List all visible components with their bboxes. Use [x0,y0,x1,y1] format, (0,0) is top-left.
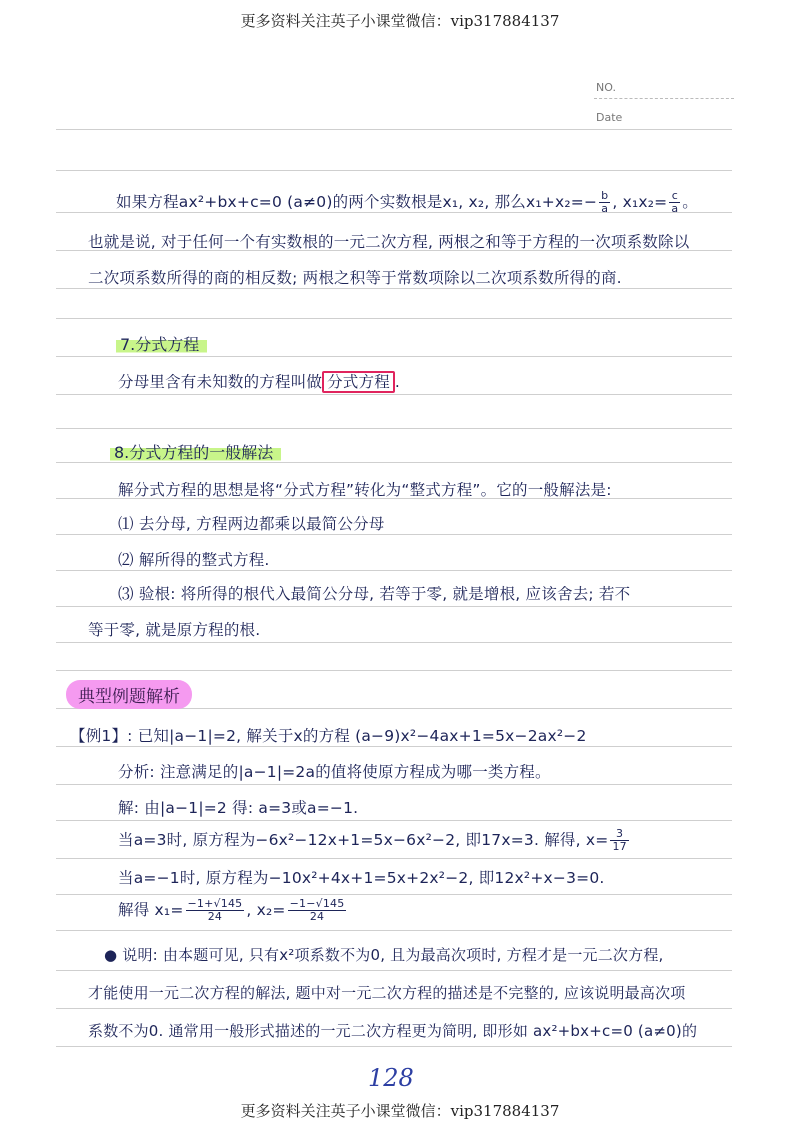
ruled-line [56,930,732,931]
section-8-step-3b: 等于零, 就是原方程的根. [88,621,261,639]
example-1-case-1: 当a=3时, 原方程为−6x²−12x+1=5x−6x²−2, 即17x=3. 解得, x= $\frac{3}{17}$ [118,827,627,854]
ruled-line [56,670,732,671]
section-8-heading: 8.分式方程的一般解法 [110,440,281,463]
section-8-intro: 解分式方程的思想是将“分式方程”转化为“整式方程”。它的一般解法是: [118,481,612,499]
ruled-line [56,534,732,535]
fraction-3-over-17: $\frac{3}{17}$ [612,827,627,854]
ruled-line [56,1046,732,1047]
page-number: 128 [368,1064,414,1092]
vieta-line-1: 如果方程ax²+bx+c=0 (a≠0)的两个实数根是x₁, x₂, 那么x₁+x₂=− $\frac{b}{a}$ , x₁x₂= $\frac{c}{a}$ 。 [116,189,698,216]
ruled-line [56,129,732,130]
fraction-root-2: $\frac{-1-√145}{24}$ [289,897,345,924]
boxed-term: 分式方程 [322,371,395,393]
ruled-line [56,428,732,429]
date-label: Date [596,111,623,124]
ruled-line [56,820,732,821]
ruled-line [56,1008,732,1009]
ruled-line [56,858,732,859]
section-7-definition: 分母里含有未知数的方程叫做 分式方程 . [118,373,401,391]
example-1-statement: 【例1】: 已知|a−1|=2, 解关于x的方程 (a−9)x²−4ax+1=5x−2ax²−2 [70,727,587,745]
note-line-2: 才能使用一元二次方程的解法, 题中对一元二次方程的描述是不完整的, 应该说明最高次项 [88,984,686,1002]
no-label: NO. [596,81,616,94]
ruled-line [56,394,732,395]
ruled-line [56,170,732,171]
ruled-line [56,642,732,643]
section-8-step-2: ⑵ 解所得的整式方程. [118,551,270,569]
ruled-line [56,288,732,289]
vieta-line-2: 也就是说, 对于任何一个有实数根的一元二次方程, 两根之和等于方程的一次项系数除以 [88,233,690,251]
top-banner: 更多资料关注英子小课堂微信：vip317884137 [240,12,560,30]
example-1-case-2: 当a=−1时, 原方程为−10x²+4x+1=5x+2x²−2, 即12x²+x−3=0. [118,869,605,887]
fraction-c-over-a: $\frac{c}{a}$ [671,189,679,216]
example-1-analysis: 分析: 注意满足的|a−1|=2a的值将使原方程成为哪一类方程。 [118,763,551,781]
bottom-banner: 更多资料关注英子小课堂微信：vip317884137 [240,1102,560,1120]
fraction-b-over-a: $\frac{b}{a}$ [601,189,609,216]
ruled-line [56,970,732,971]
example-1-roots: 解得 x₁= $\frac{-1+√145}{24}$ , x₂= $\frac{-1-√145}{24}$ [118,897,345,924]
section-8-step-3a: ⑶ 验根: 将所得的根代入最简公分母, 若等于零, 就是增根, 应该舍去; 若不 [118,585,631,603]
examples-heading: 典型例题解析 [66,680,192,709]
section-7-heading: 7.分式方程 [116,332,207,355]
vieta-line-3: 二次项系数所得的商的相反数; 两根之积等于常数项除以二次项系数所得的商. [88,269,622,287]
section-8-step-1: ⑴ 去分母, 方程两边都乘以最简公分母 [118,515,385,533]
fraction-root-1: $\frac{-1+√145}{24}$ [187,897,243,924]
ruled-line [56,894,732,895]
ruled-line [56,746,732,747]
ruled-line [56,356,732,357]
ruled-line [56,570,732,571]
ruled-line [56,606,732,607]
no-dotted-line [594,98,734,99]
ruled-line [56,784,732,785]
note-line-1: ● 说明: 由本题可见, 只有x²项系数不为0, 且为最高次项时, 方程才是一元二次方程, [104,946,664,964]
example-1-solution: 解: 由|a−1|=2 得: a=3或a=−1. [118,799,359,817]
note-line-3: 系数不为0. 通常用一般形式描述的一元二次方程更为简明, 即形如 ax²+bx+c=0 (a≠0)的 [88,1022,698,1040]
ruled-line [56,318,732,319]
